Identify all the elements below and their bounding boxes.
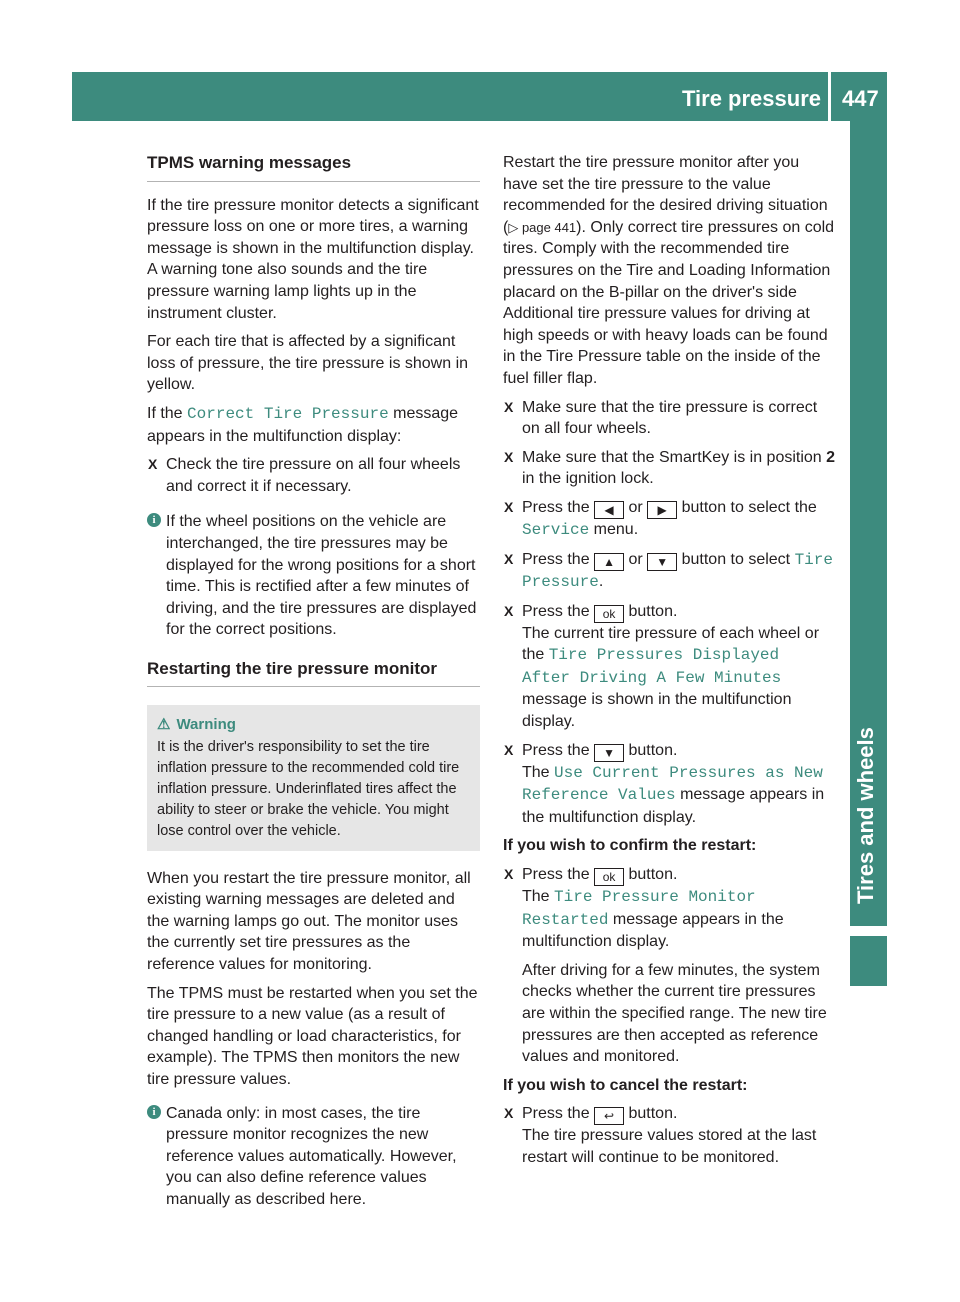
left-column [147, 152, 480, 1218]
warning-icon: ⚠ [157, 716, 171, 734]
step-arrow-icon: X [504, 550, 514, 567]
header-divider [828, 72, 831, 121]
info-icon: i [147, 1105, 161, 1119]
paragraph: Restart the tire pressure monitor after you have set the tire pressure to the value recommended for the desired driving situation (▷ page 441). Only correct tire pressures on cold tires. Comply with the recommended tire pressures on the Tire and Loading Information placard on the B-pillar on the driver's side Additional tire pressure values for driving at high speeds or with heavy loads can be found in the Tire Pressure table on the inside of the fuel filler flap. [503, 154, 835, 387]
warning-text: It is the driver's responsibility to set the tire inflation pressure to the recommended cold tire inflation pressure. Underinflated tires affect the ability to steer or brake the vehicle. You might lose control over the vehicle. [157, 738, 460, 840]
step-arrow-icon: X [504, 602, 514, 619]
page-reference: ▷ page 441 [508, 219, 577, 235]
info-note: i Canada only: in most cases, the tire pressure monitor recognizes the new reference values automatically. However, you can also define reference values manually as described here. [147, 1103, 480, 1211]
step-arrow-icon: X [504, 1105, 514, 1122]
warning-box [147, 705, 480, 850]
left-button-icon: ◀ [594, 501, 624, 519]
display-message: Tire Pressures Displayed After Driving A Few Minutes [522, 646, 782, 687]
step-arrow-icon: X [504, 498, 514, 515]
section-heading-tpms-warnings: TPMS warning messages [147, 152, 480, 182]
subheading-confirm: If you wish to confirm the restart: [503, 837, 757, 855]
ok-button-icon: ok [594, 605, 624, 623]
paragraph: If the Correct Tire Pressure message appears in the multifunction display: [147, 404, 459, 445]
instruction-step: X Press the ◀ or ▶ button to select the Service menu. [504, 498, 817, 539]
down-button-icon: ▼ [594, 744, 624, 762]
subheading-cancel: If you wish to cancel the restart: [503, 1076, 748, 1094]
instruction-step: X Press the ▲ or ▼ button to select Tire Pressure. [504, 550, 833, 592]
section-heading-restart: Restarting the tire pressure monitor [147, 658, 480, 688]
display-message: Service [522, 520, 590, 539]
step-arrow-icon: X [504, 448, 514, 465]
back-button-icon: ↩ [594, 1107, 624, 1125]
right-button-icon: ▶ [647, 501, 677, 519]
up-button-icon: ▲ [594, 553, 624, 571]
page-number: 447 [842, 86, 879, 111]
instruction-step: X Press the ok button. The current tire pressure of each wheel or the Tire Pressures Displayed After Driving A Few Minutes message is shown in the multifunction display. [504, 602, 820, 731]
instruction-step: X Press the ▼ button. The Use Current Pressures as New Reference Values message appears in the multifunction display. [504, 741, 825, 826]
instruction-step: X Press the ↩ button. The tire pressure values stored at the last restart will continue to be monitored. [504, 1105, 817, 1166]
info-icon: i [147, 513, 161, 527]
step-arrow-icon: X [504, 741, 514, 758]
paragraph: For each tire that is affected by a significant loss of pressure, the tire pressure is shown in yellow. [147, 333, 469, 394]
paragraph: When you restart the tire pressure monitor, all existing warning messages are deleted and the warning lamps go out. The monitor uses the currently set tire pressures as the reference values for monitoring. [147, 869, 471, 974]
down-button-icon: ▼ [647, 553, 677, 571]
side-tab-label: Tires and wheels [853, 727, 878, 904]
paragraph: If the tire pressure monitor detects a significant pressure loss on one or more tires, a warning message is shown in the multifunction display. A warning tone also sounds and the tire pressure warning lamp lights up in the instrument cluster. [147, 196, 479, 322]
instruction-step: X Press the ok button. The Tire Pressure Monitor Restarted message appears in the multifunction display. After driving for a few minutes, the system checks whether the current tire pressures are within the specified range. The new tire pressures are then accepted as reference values and monitored. [503, 864, 836, 1068]
side-tab-marker [850, 936, 887, 986]
instruction-step: X Check the tire pressure on all four wheels and correct it if necessary. [148, 456, 461, 495]
instruction-step: X Make sure that the SmartKey is in position 2 in the ignition lock. [504, 448, 836, 488]
step-detail: After driving for a few minutes, the system checks whether the current tire pressures are within the specified range. The new tire pressures are then accepted as reference values and monitored. [522, 961, 827, 1066]
right-column [503, 152, 836, 1176]
step-arrow-icon: X [504, 398, 514, 415]
display-message: Tire Pressure Monitor Restarted [522, 888, 756, 929]
paragraph: The TPMS must be restarted when you set the tire pressure to a new value (as a result of changed handling or load characteristics, for example). The TPMS then monitors the new tire pressure values. [147, 984, 478, 1089]
warning-title: ⚠ Warning [157, 716, 236, 734]
display-message: Tire Pressure [522, 550, 833, 592]
page-title: Tire pressure [681, 86, 821, 111]
instruction-step: X Make sure that the tire pressure is correct on all four wheels. [504, 398, 818, 438]
step-arrow-icon: X [504, 866, 514, 883]
ok-button-icon: ok [594, 868, 624, 886]
display-message: Correct Tire Pressure [187, 404, 389, 423]
info-note: i If the wheel positions on the vehicle are interchanged, the tire pressures may be displayed for the wrong positions for a short time. This is rectified after a few minutes of driving, and the tire pressures are displayed for the correct positions. [147, 511, 480, 641]
display-message: Use Current Pressures as New Reference Values [522, 763, 823, 805]
step-arrow-icon: X [148, 456, 158, 473]
